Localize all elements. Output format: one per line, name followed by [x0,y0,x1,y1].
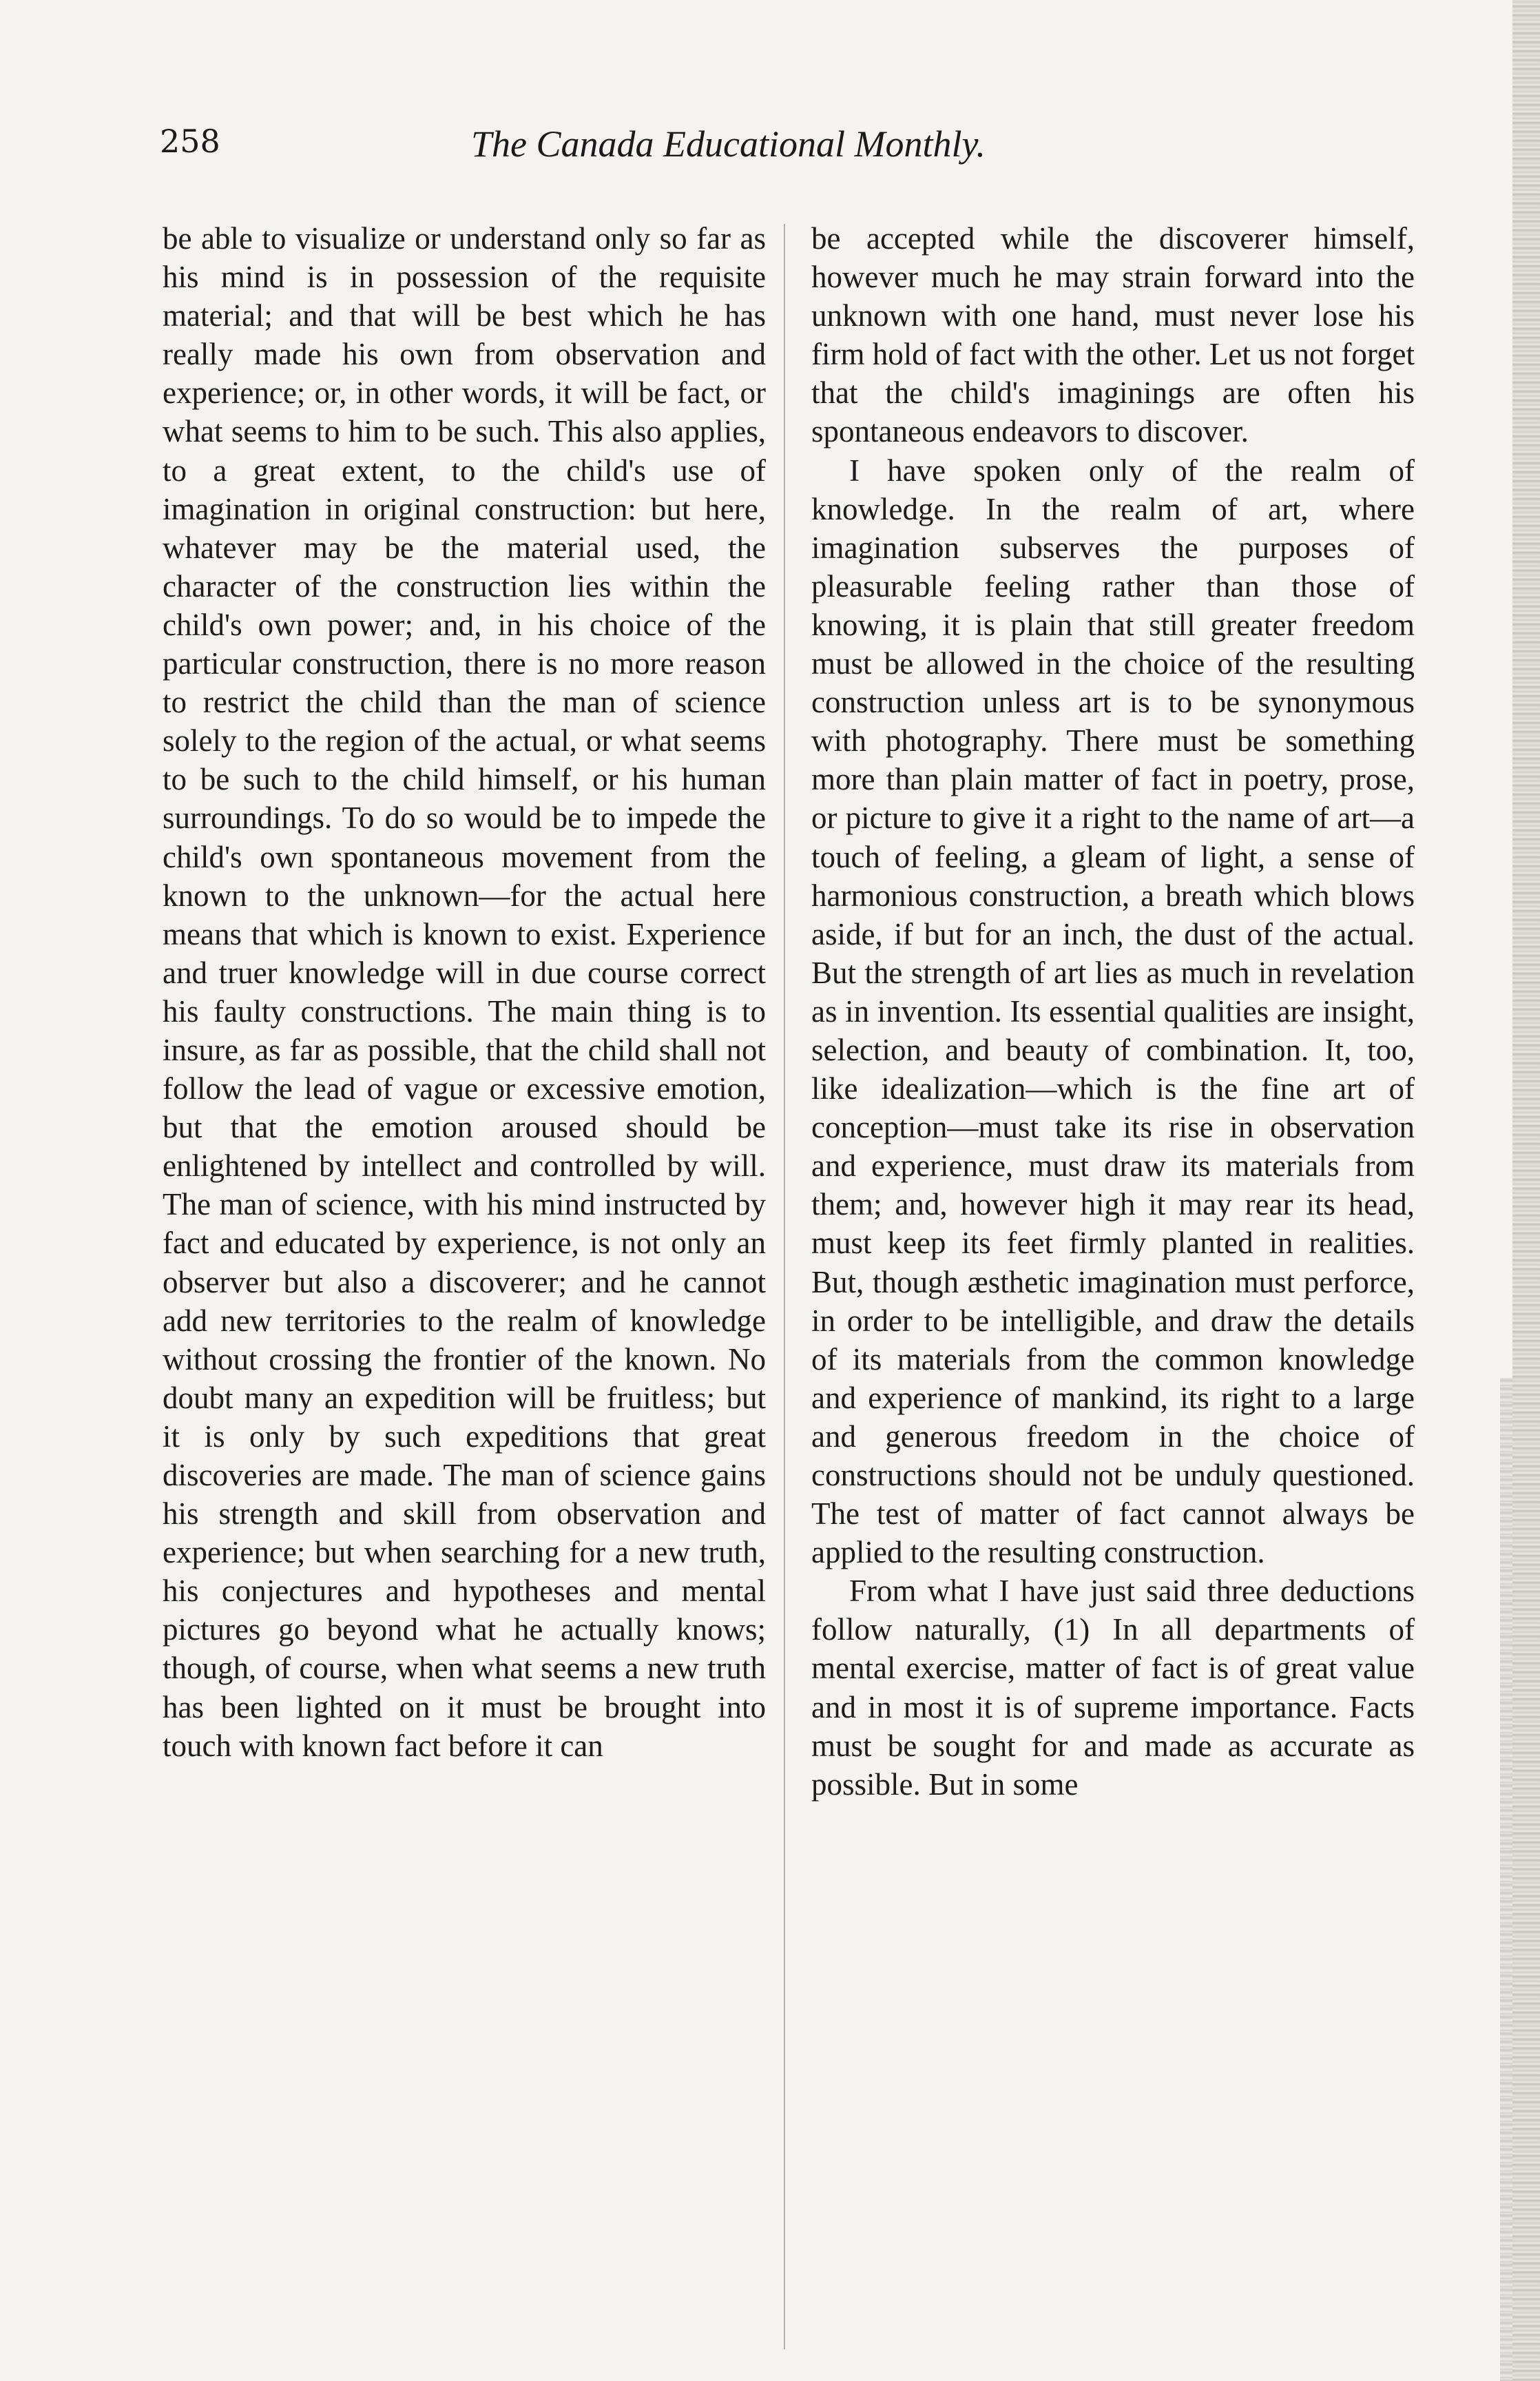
paragraph: be accepted while the discoverer himself, however much he may strain forward into the unknown with one hand, must never lose his firm hold of fact with the other. Let us not forget that the child's imaginings are often his spontaneous endeavors to discover. [811,221,1415,449]
scan-edge [1512,0,1540,2381]
paragraph: I have spoken only of the realm of knowledge. In the realm of art, where imagination subserves the purposes of pleasurable feeling rather than those of knowing, it is plain that still greater freedom must be allowed in the choice of the resulting construction unless art is to be synonymous with photography. There must be something more than plain matter of fact in poetry, prose, or picture to give it a right to the name of art—a touch of feeling, a gleam of light, a sense of harmonious construction, a breath which blows aside, if but for an inch, the dust of the actual. But the strength of art lies as much in revelation as in invention. Its essential qualities are insight, selection, and beauty of combination. It, too, like idealization—which is the fine art of conception—must take its rise in observation and experience, must draw its materials from them; and, however high it may rear its head, must keep its feet firmly planted in realities. But, though æsthetic imagination must perforce, in order to be intelligible, and draw the details of its materials from the common knowledge and experience of mankind, its right to a large and generous freedom in the choice of constructions should not be unduly questioned. The test of matter of fact cannot always be applied to the resulting construction. [811,453,1415,1570]
page-number: 258 [160,123,220,160]
running-title: The Canada Educational Monthly. [471,123,986,165]
left-column [163,219,766,1765]
right-column [811,219,1415,1804]
paragraph: be able to visualize or understand only so far as his mind is in possession of the requisite material; and that will be best which he has really made his own from observation and experience; or, in other words, it will be fact, or what seems to him to be such. This also applies, to a great extent, to the child's use of imagination in original construction: but here, whatever may be the material used, the character of the construction lies within the child's own power; and, in his choice of the particular construction, there is no more reason to restrict the child than the man of science solely to the region of the actual, or what seems to be such to the child himself, or his human surroundings. To do so would be to impede the child's own spontaneous movement from the known to the unknown—for the actual here means that which is known to exist. Experience and truer knowledge will in due course correct his faulty constructions. The main thing is to insure, as far as possible, that the child shall not follow the lead of vague or excessive emotion, but that the emotion aroused should be enlightened by intellect and controlled by will. The man of science, with his mind instructed by fact and educated by experience, is not only an observer but also a discoverer; and he cannot add new territories to the realm of knowledge without crossing the frontier of the known. No doubt many an expedition will be fruitless; but it is only by such expeditions that great discoveries are made. The man of science gains his strength and skill from observation and experience; but when searching for a new truth, his conjectures and hypotheses and mental pictures go beyond what he actually knows; though, of course, when what seems a new truth has been lighted on it must be brought into touch with known fact before it can [163,221,766,1763]
paragraph: From what I have just said three deductions follow naturally, (1) In all departments of mental exercise, matter of fact is of great value and in most it is of supreme importance. Facts must be sought for and made as accurate as possible. But in some [811,1574,1415,1802]
column-divider [784,224,785,2349]
page-header [160,123,1152,178]
scan-edge-shadow [1500,1378,1512,2381]
